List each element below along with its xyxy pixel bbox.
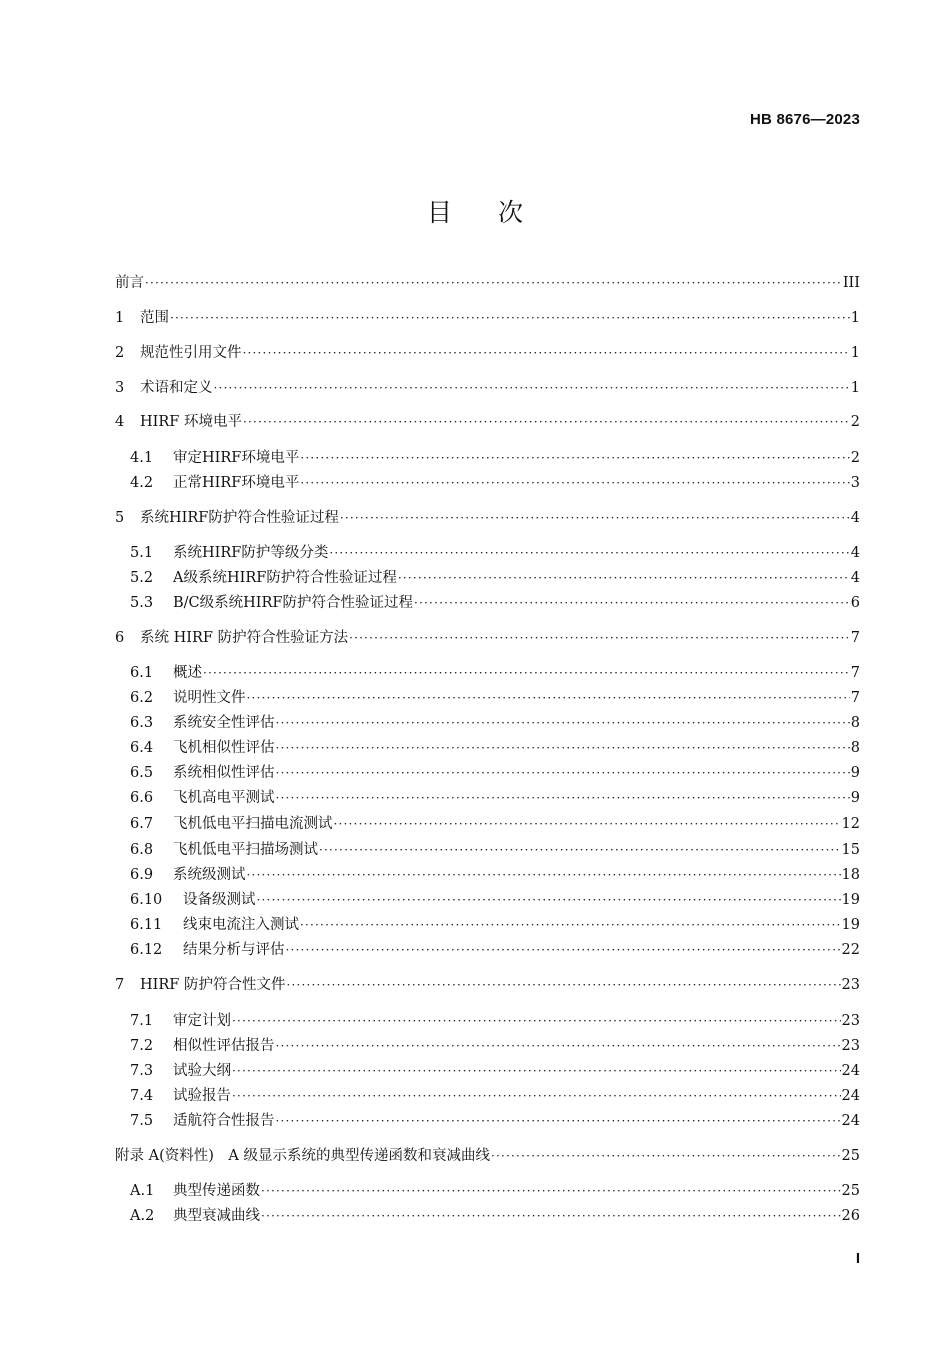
page-number: I <box>855 1250 860 1267</box>
toc-entry-page: 8 <box>850 740 860 756</box>
toc-entry-page: 6 <box>850 595 860 611</box>
toc-entry-number: 7.5 <box>130 1113 154 1129</box>
toc-entry-page: 7 <box>850 630 860 646</box>
toc-entry-label: 相似性评估报告 <box>173 1038 275 1054</box>
toc-leader-dots <box>247 688 850 708</box>
toc-entry-page: 9 <box>850 765 860 781</box>
toc-entry-label: 概述 <box>173 665 202 681</box>
toc-leader-dots <box>414 593 850 613</box>
toc-entry-page: 1 <box>850 380 860 396</box>
toc-entry[interactable] <box>130 663 860 683</box>
toc-entry[interactable] <box>115 273 860 293</box>
toc-leader-dots <box>261 1181 841 1201</box>
toc-entry-number: 3 <box>115 380 125 396</box>
toc-entry[interactable] <box>130 763 860 783</box>
toc-entry-number: 2 <box>115 345 125 361</box>
toc-entry-number: 7 <box>115 977 125 993</box>
toc-leader-dots <box>232 1086 841 1106</box>
toc-entry-label: 试验大纲 <box>173 1063 231 1079</box>
toc-entry-label: 说明性文件 <box>173 690 246 706</box>
toc-entry-page: 23 <box>841 1013 860 1029</box>
toc-entry[interactable] <box>115 1146 860 1166</box>
toc-entry-page: 23 <box>841 1038 860 1054</box>
toc-leader-dots <box>286 940 841 960</box>
toc-entry-label: B/C级系统HIRF防护符合性验证过程 <box>173 595 413 611</box>
toc-entry-number: 1 <box>115 310 125 326</box>
toc-entry-number: 6.6 <box>130 790 154 806</box>
toc-entry-number: 4 <box>115 414 125 430</box>
toc-leader-dots <box>145 273 842 293</box>
toc-entry[interactable] <box>115 412 860 432</box>
toc-entry-page: 19 <box>841 917 860 933</box>
toc-entry[interactable] <box>130 473 860 493</box>
toc-leader-dots <box>319 840 841 860</box>
toc-entry-label: 典型衰减曲线 <box>173 1208 260 1224</box>
toc-entry-label: 前言 <box>115 275 144 291</box>
toc-leader-dots <box>276 713 850 733</box>
toc-entry-label: 设备级测试 <box>183 892 256 908</box>
toc-leader-dots <box>243 412 850 432</box>
toc-entry[interactable] <box>130 1086 860 1106</box>
toc-entry-number: 6.5 <box>130 765 154 781</box>
toc-entry-page: 18 <box>841 867 860 883</box>
toc-entry-number: 7.1 <box>130 1013 154 1029</box>
toc-entry-label: 正常HIRF环境电平 <box>173 475 300 491</box>
toc-entry-label: 范围 <box>140 310 169 326</box>
toc-leader-dots <box>286 975 840 995</box>
toc-leader-dots <box>340 508 850 528</box>
toc-entry-page: 2 <box>850 414 860 430</box>
toc-entry-number: 5.1 <box>130 545 154 561</box>
toc-entry-label: 系统HIRF防护符合性验证过程 <box>140 510 339 526</box>
toc-entry-label: 飞机低电平扫描场测试 <box>173 842 318 858</box>
toc-entry-page: 12 <box>841 816 860 832</box>
toc-entry-page: 24 <box>841 1113 860 1129</box>
toc-leader-dots <box>276 763 850 783</box>
toc-leader-dots <box>276 1111 841 1131</box>
toc-leader-dots <box>329 543 849 563</box>
toc-leader-dots <box>170 308 850 328</box>
page-title: 目次 <box>426 198 569 227</box>
toc-entry-label: 结果分析与评估 <box>183 942 285 958</box>
toc-entry-page: 9 <box>850 790 860 806</box>
toc-entry[interactable] <box>115 378 860 398</box>
toc-entry-label: A级系统HIRF防护符合性验证过程 <box>173 570 397 586</box>
toc-entry[interactable] <box>130 713 860 733</box>
toc-leader-dots <box>214 378 850 398</box>
toc-entry-page: 24 <box>841 1063 860 1079</box>
toc-entry[interactable] <box>130 915 860 935</box>
toc-entry-page: 26 <box>841 1208 860 1224</box>
toc-entry-number: 4.1 <box>130 450 154 466</box>
toc-entry[interactable] <box>130 448 860 468</box>
toc-entry-page: 22 <box>841 942 860 958</box>
toc-entry-label: 系统 HIRF 防护符合性验证方法 <box>140 630 349 646</box>
toc-entry-page: 4 <box>850 510 860 526</box>
toc-leader-dots <box>300 473 849 493</box>
toc-entry-page: 23 <box>841 977 860 993</box>
toc-entry[interactable] <box>130 1036 860 1056</box>
toc-entry-label: HIRF 防护符合性文件 <box>140 977 286 993</box>
toc-entry-page: 2 <box>850 450 860 466</box>
toc-leader-dots <box>203 663 850 683</box>
document-number: HB 8676—2023 <box>750 111 860 128</box>
toc-leader-dots <box>257 890 841 910</box>
toc-entry-label: 附录 A(资料性) A 级显示系统的典型传递函数和衰减曲线 <box>115 1148 490 1164</box>
toc-entry-label: 术语和定义 <box>140 380 213 396</box>
toc-entry-number: 6.1 <box>130 665 154 681</box>
toc-entry-number: 7.4 <box>130 1088 154 1104</box>
toc-entry-label: 典型传递函数 <box>173 1183 260 1199</box>
toc-entry[interactable] <box>130 1181 860 1201</box>
toc-entry[interactable] <box>130 1011 860 1031</box>
toc-entry-page: 24 <box>841 1088 860 1104</box>
toc-entry-page: 1 <box>850 345 860 361</box>
toc-entry-page: 3 <box>850 475 860 491</box>
toc-entry[interactable] <box>130 1111 860 1131</box>
toc-leader-dots <box>261 1206 841 1226</box>
toc-entry-label: 系统相似性评估 <box>173 765 275 781</box>
toc-entry-number: 6.8 <box>130 842 154 858</box>
toc-entry-number: 6.12 <box>130 942 163 958</box>
toc-entry-label: 试验报告 <box>173 1088 231 1104</box>
toc-entry-number: 6.7 <box>130 816 154 832</box>
toc-entry[interactable] <box>130 543 860 563</box>
toc-entry[interactable] <box>130 865 860 885</box>
toc-entry-label: 审定HIRF环境电平 <box>173 450 300 466</box>
toc-entry-number: A.2 <box>130 1208 155 1224</box>
toc-leader-dots <box>300 448 849 468</box>
toc-entry[interactable] <box>115 508 860 528</box>
toc-leader-dots <box>247 865 841 885</box>
toc-entry-label: 适航符合性报告 <box>173 1113 275 1129</box>
toc-entry-page: 25 <box>841 1183 860 1199</box>
toc-entry-number: 6.3 <box>130 715 154 731</box>
toc-entry[interactable] <box>130 814 860 834</box>
toc-entry-number: 6.2 <box>130 690 154 706</box>
toc-entry-label: 飞机高电平测试 <box>173 790 275 806</box>
toc-entry-label: 审定计划 <box>173 1013 231 1029</box>
toc-entry[interactable] <box>130 788 860 808</box>
toc-entry[interactable] <box>130 890 860 910</box>
toc-entry-page: 7 <box>850 665 860 681</box>
toc-entry-number: 6.9 <box>130 867 154 883</box>
toc-entry[interactable] <box>130 1206 860 1226</box>
toc-entry-number: 6.10 <box>130 892 163 908</box>
toc-entry-label: 系统级测试 <box>173 867 246 883</box>
toc-entry-label: 系统HIRF防护等级分类 <box>173 545 329 561</box>
toc-leader-dots <box>276 738 850 758</box>
toc-entry-page: 15 <box>841 842 860 858</box>
toc-entry-page: 7 <box>850 690 860 706</box>
toc-leader-dots <box>491 1146 841 1166</box>
toc-entry-label: 规范性引用文件 <box>140 345 242 361</box>
toc-entry-page: 25 <box>841 1148 860 1164</box>
toc-leader-dots <box>276 788 850 808</box>
toc-leader-dots <box>349 628 850 648</box>
toc-entry-number: 5.3 <box>130 595 154 611</box>
toc-entry-label: 飞机低电平扫描电流测试 <box>173 816 333 832</box>
toc-entry-number: 6.4 <box>130 740 154 756</box>
toc-entry-number: 4.2 <box>130 475 154 491</box>
toc-entry-label: 系统安全性评估 <box>173 715 275 731</box>
toc-entry[interactable] <box>115 628 860 648</box>
toc-entry[interactable] <box>115 343 860 363</box>
toc-entry-number: 6 <box>115 630 125 646</box>
toc-entry-label: HIRF 环境电平 <box>140 414 242 430</box>
toc-entry[interactable] <box>130 593 860 613</box>
toc-entry[interactable] <box>130 738 860 758</box>
toc-entry-number: 7.2 <box>130 1038 154 1054</box>
toc-entry-label: 飞机相似性评估 <box>173 740 275 756</box>
toc-entry-page: 4 <box>850 570 860 586</box>
toc-entry[interactable] <box>130 568 860 588</box>
toc-entry[interactable] <box>130 840 860 860</box>
toc-entry-number: 7.3 <box>130 1063 154 1079</box>
toc-entry-page: 19 <box>841 892 860 908</box>
toc-entry[interactable] <box>115 308 860 328</box>
toc-entry-page: 4 <box>850 545 860 561</box>
toc-entry[interactable] <box>130 688 860 708</box>
toc-entry-number: A.1 <box>130 1183 155 1199</box>
toc-leader-dots <box>276 1036 841 1056</box>
toc-leader-dots <box>334 814 841 834</box>
toc-leader-dots <box>398 568 850 588</box>
toc-entry-label: 线束电流注入测试 <box>183 917 299 933</box>
toc-entry-number: 5 <box>115 510 125 526</box>
toc-entry-page: 1 <box>850 310 860 326</box>
toc-entry-number: 6.11 <box>130 917 163 933</box>
toc-leader-dots <box>243 343 850 363</box>
toc-entry[interactable] <box>115 975 860 995</box>
toc-entry[interactable] <box>130 940 860 960</box>
toc-entry[interactable] <box>130 1061 860 1081</box>
toc-entry-number: 5.2 <box>130 570 154 586</box>
toc-leader-dots <box>232 1061 841 1081</box>
toc-entry-page: III <box>842 275 860 291</box>
toc-leader-dots <box>300 915 841 935</box>
toc-leader-dots <box>232 1011 841 1031</box>
toc-entry-page: 8 <box>850 715 860 731</box>
